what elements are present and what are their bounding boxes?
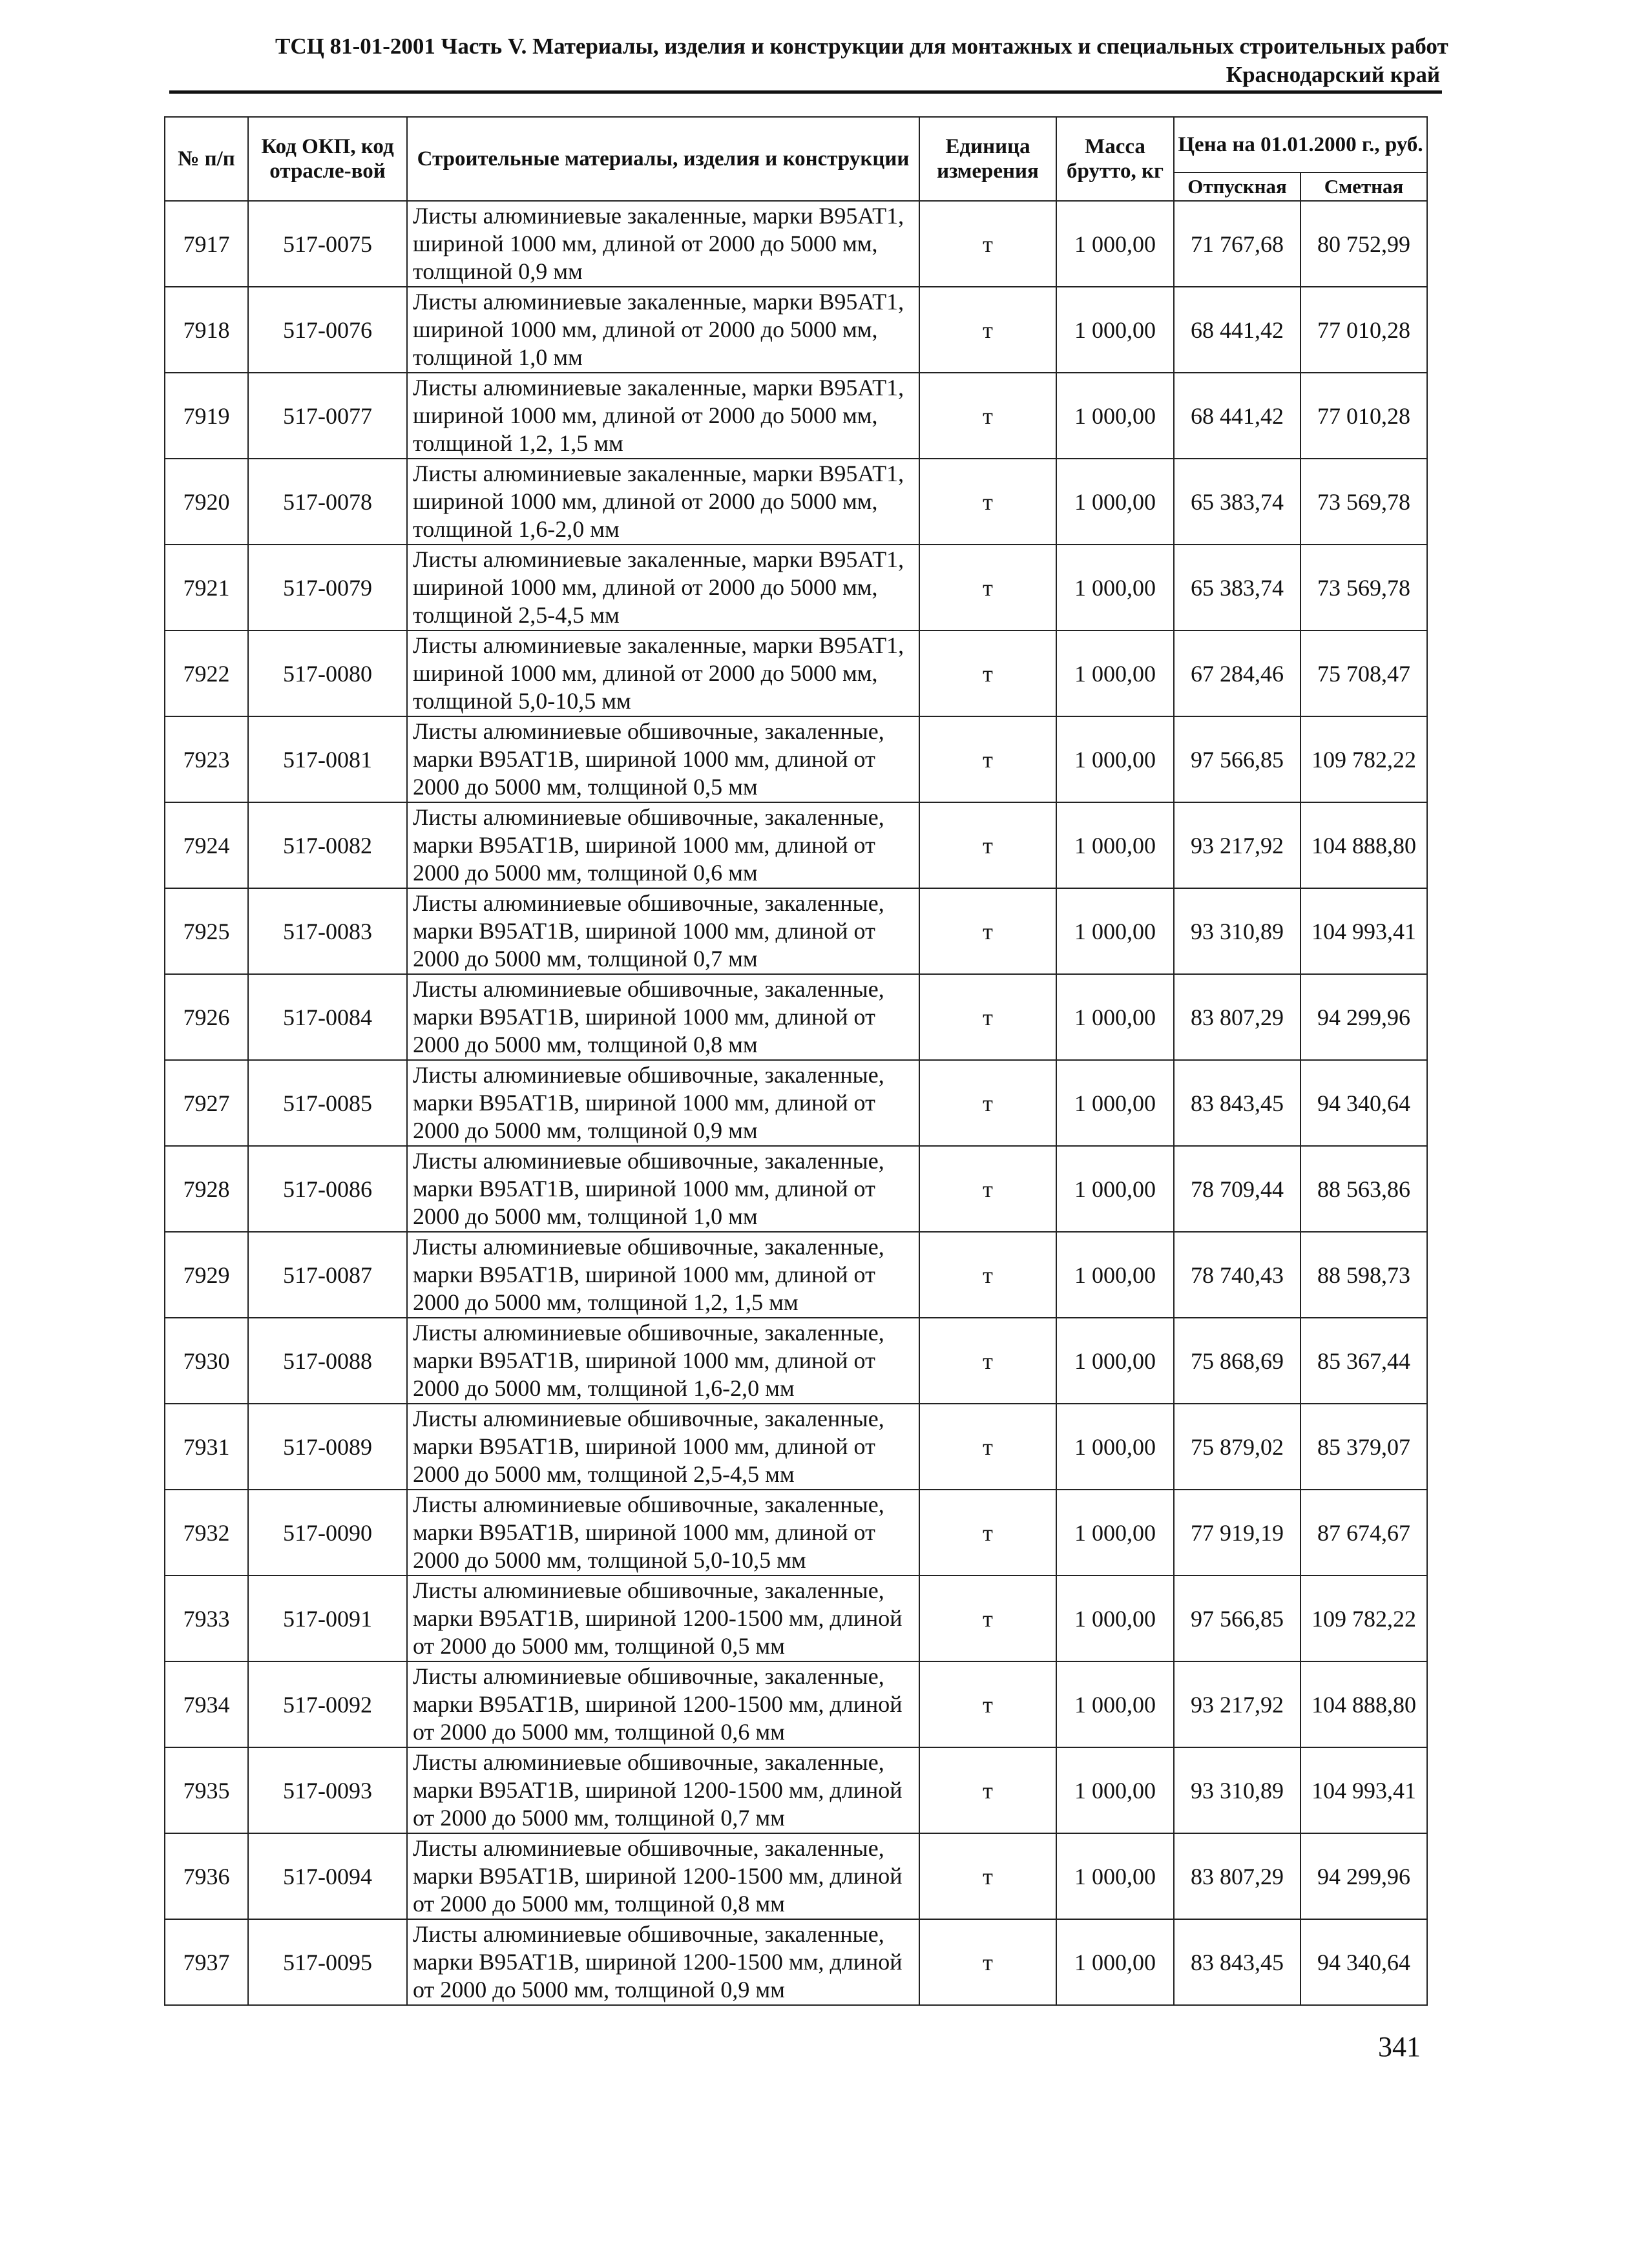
cell-num: 7936	[165, 1833, 248, 1919]
cell-unit: т	[919, 1318, 1056, 1404]
cell-mass: 1 000,00	[1056, 630, 1174, 716]
cell-price-estimate: 109 782,22	[1300, 716, 1427, 802]
table-row	[165, 373, 1427, 459]
cell-num: 7919	[165, 373, 248, 459]
cell-mass: 1 000,00	[1056, 974, 1174, 1060]
cell-num: 7925	[165, 888, 248, 974]
table-row	[165, 1490, 1427, 1576]
table-row	[165, 287, 1427, 373]
cell-mass: 1 000,00	[1056, 1490, 1174, 1576]
cell-code: 517-0086	[248, 1146, 407, 1232]
cell-code: 517-0095	[248, 1919, 407, 2005]
cell-name: Листы алюминиевые обшивочные, закаленные, марки В95АТ1В, шириной 1000 мм, длиной от 2000 до 5000 мм, толщиной 0,5 мм	[407, 716, 919, 802]
cell-price-release: 78 740,43	[1174, 1232, 1300, 1318]
price-table	[164, 116, 1428, 2006]
cell-num: 7924	[165, 802, 248, 888]
cell-mass: 1 000,00	[1056, 1146, 1174, 1232]
cell-mass: 1 000,00	[1056, 287, 1174, 373]
table-row	[165, 630, 1427, 716]
cell-price-estimate: 104 888,80	[1300, 802, 1427, 888]
cell-code: 517-0079	[248, 545, 407, 630]
cell-price-estimate: 94 340,64	[1300, 1060, 1427, 1146]
cell-price-estimate: 104 993,41	[1300, 1747, 1427, 1833]
cell-price-estimate: 94 299,96	[1300, 974, 1427, 1060]
col-header-code: Код ОКП, код отрасле-вой	[248, 117, 407, 201]
cell-price-estimate: 109 782,22	[1300, 1576, 1427, 1661]
table-row	[165, 1060, 1427, 1146]
cell-num: 7928	[165, 1146, 248, 1232]
cell-unit: т	[919, 1747, 1056, 1833]
cell-price-release: 68 441,42	[1174, 287, 1300, 373]
cell-code: 517-0082	[248, 802, 407, 888]
col-header-unit: Единица измерения	[919, 117, 1056, 201]
cell-mass: 1 000,00	[1056, 1232, 1174, 1318]
cell-unit: т	[919, 1232, 1056, 1318]
cell-code: 517-0089	[248, 1404, 407, 1490]
cell-num: 7935	[165, 1747, 248, 1833]
cell-code: 517-0075	[248, 201, 407, 287]
cell-price-release: 93 217,92	[1174, 802, 1300, 888]
col-header-price: Цена на 01.01.2000 г., руб.	[1174, 117, 1427, 172]
table-row	[165, 974, 1427, 1060]
cell-name: Листы алюминиевые закаленные, марки В95АТ1, шириной 1000 мм, длиной от 2000 до 5000 мм, толщиной 1,2, 1,5 мм	[407, 373, 919, 459]
cell-mass: 1 000,00	[1056, 1318, 1174, 1404]
cell-name: Листы алюминиевые закаленные, марки В95АТ1, шириной 1000 мм, длиной от 2000 до 5000 мм, толщиной 0,9 мм	[407, 201, 919, 287]
cell-price-release: 97 566,85	[1174, 1576, 1300, 1661]
cell-num: 7918	[165, 287, 248, 373]
cell-code: 517-0078	[248, 459, 407, 545]
cell-price-estimate: 77 010,28	[1300, 373, 1427, 459]
cell-price-estimate: 94 299,96	[1300, 1833, 1427, 1919]
cell-price-estimate: 73 569,78	[1300, 545, 1427, 630]
cell-code: 517-0077	[248, 373, 407, 459]
cell-num: 7917	[165, 201, 248, 287]
table-row	[165, 1747, 1427, 1833]
table-header-row	[165, 117, 1427, 172]
cell-code: 517-0087	[248, 1232, 407, 1318]
cell-code: 517-0080	[248, 630, 407, 716]
cell-name: Листы алюминиевые закаленные, марки В95АТ1, шириной 1000 мм, длиной от 2000 до 5000 мм, толщиной 1,6-2,0 мм	[407, 459, 919, 545]
cell-num: 7931	[165, 1404, 248, 1490]
table-row	[165, 459, 1427, 545]
col-header-name: Строительные материалы, изделия и конструкции	[407, 117, 919, 201]
col-header-mass: Масса брутто, кг	[1056, 117, 1174, 201]
cell-price-estimate: 75 708,47	[1300, 630, 1427, 716]
cell-code: 517-0090	[248, 1490, 407, 1576]
cell-name: Листы алюминиевые обшивочные, закаленные, марки В95АТ1В, шириной 1000 мм, длиной от 2000 до 5000 мм, толщиной 2,5-4,5 мм	[407, 1404, 919, 1490]
cell-code: 517-0084	[248, 974, 407, 1060]
cell-price-release: 83 843,45	[1174, 1919, 1300, 2005]
cell-unit: т	[919, 1661, 1056, 1747]
cell-price-estimate: 88 563,86	[1300, 1146, 1427, 1232]
header-rule	[169, 90, 1442, 94]
cell-mass: 1 000,00	[1056, 1833, 1174, 1919]
cell-mass: 1 000,00	[1056, 716, 1174, 802]
cell-unit: т	[919, 1919, 1056, 2005]
cell-mass: 1 000,00	[1056, 1060, 1174, 1146]
page-number: 341	[1378, 2031, 1421, 2063]
table-row	[165, 1576, 1427, 1661]
cell-code: 517-0088	[248, 1318, 407, 1404]
cell-price-estimate: 80 752,99	[1300, 201, 1427, 287]
cell-price-estimate: 87 674,67	[1300, 1490, 1427, 1576]
cell-price-release: 83 807,29	[1174, 974, 1300, 1060]
cell-name: Листы алюминиевые обшивочные, закаленные, марки В95АТ1В, шириной 1200-1500 мм, длиной от 2000 до 5000 мм, толщиной 0,8 мм	[407, 1833, 919, 1919]
cell-price-estimate: 104 888,80	[1300, 1661, 1427, 1747]
cell-num: 7930	[165, 1318, 248, 1404]
cell-code: 517-0076	[248, 287, 407, 373]
cell-unit: т	[919, 287, 1056, 373]
cell-price-release: 83 807,29	[1174, 1833, 1300, 1919]
cell-unit: т	[919, 630, 1056, 716]
cell-mass: 1 000,00	[1056, 201, 1174, 287]
cell-mass: 1 000,00	[1056, 1404, 1174, 1490]
cell-name: Листы алюминиевые обшивочные, закаленные, марки В95АТ1В, шириной 1000 мм, длиной от 2000 до 5000 мм, толщиной 0,9 мм	[407, 1060, 919, 1146]
cell-name: Листы алюминиевые обшивочные, закаленные, марки В95АТ1В, шириной 1000 мм, длиной от 2000 до 5000 мм, толщиной 1,0 мм	[407, 1146, 919, 1232]
table-row	[165, 888, 1427, 974]
col-header-price-estimate: Сметная	[1300, 172, 1427, 201]
cell-unit: т	[919, 888, 1056, 974]
cell-price-estimate: 85 379,07	[1300, 1404, 1427, 1490]
cell-code: 517-0093	[248, 1747, 407, 1833]
cell-price-release: 78 709,44	[1174, 1146, 1300, 1232]
cell-price-release: 65 383,74	[1174, 459, 1300, 545]
table-row	[165, 1318, 1427, 1404]
cell-mass: 1 000,00	[1056, 802, 1174, 888]
cell-mass: 1 000,00	[1056, 545, 1174, 630]
cell-unit: т	[919, 545, 1056, 630]
cell-price-release: 93 310,89	[1174, 1747, 1300, 1833]
cell-mass: 1 000,00	[1056, 1919, 1174, 2005]
cell-price-estimate: 94 340,64	[1300, 1919, 1427, 2005]
cell-price-estimate: 104 993,41	[1300, 888, 1427, 974]
cell-price-release: 71 767,68	[1174, 201, 1300, 287]
cell-price-estimate: 77 010,28	[1300, 287, 1427, 373]
table-row	[165, 1146, 1427, 1232]
document-header-title: ТСЦ 81-01-2001 Часть V. Материалы, изделия и конструкции для монтажных и специальных строительных работ	[275, 34, 1448, 59]
table-row	[165, 802, 1427, 888]
cell-price-release: 75 879,02	[1174, 1404, 1300, 1490]
cell-price-release: 77 919,19	[1174, 1490, 1300, 1576]
cell-code: 517-0083	[248, 888, 407, 974]
table-row	[165, 201, 1427, 287]
cell-name: Листы алюминиевые обшивочные, закаленные, марки В95АТ1В, шириной 1200-1500 мм, длиной от 2000 до 5000 мм, толщиной 0,7 мм	[407, 1747, 919, 1833]
cell-name: Листы алюминиевые обшивочные, закаленные, марки В95АТ1В, шириной 1000 мм, длиной от 2000 до 5000 мм, толщиной 5,0-10,5 мм	[407, 1490, 919, 1576]
cell-unit: т	[919, 1833, 1056, 1919]
cell-unit: т	[919, 1490, 1056, 1576]
cell-price-release: 75 868,69	[1174, 1318, 1300, 1404]
cell-mass: 1 000,00	[1056, 1661, 1174, 1747]
cell-mass: 1 000,00	[1056, 888, 1174, 974]
cell-price-estimate: 85 367,44	[1300, 1318, 1427, 1404]
cell-num: 7920	[165, 459, 248, 545]
cell-num: 7937	[165, 1919, 248, 2005]
cell-name: Листы алюминиевые обшивочные, закаленные, марки В95АТ1В, шириной 1200-1500 мм, длиной от 2000 до 5000 мм, толщиной 0,9 мм	[407, 1919, 919, 2005]
cell-code: 517-0091	[248, 1576, 407, 1661]
document-header-region: Краснодарский край	[1226, 62, 1440, 87]
cell-name: Листы алюминиевые закаленные, марки В95АТ1, шириной 1000 мм, длиной от 2000 до 5000 мм, толщиной 1,0 мм	[407, 287, 919, 373]
col-header-num: № п/п	[165, 117, 248, 201]
cell-name: Листы алюминиевые обшивочные, закаленные, марки В95АТ1В, шириной 1000 мм, длиной от 2000 до 5000 мм, толщиной 1,2, 1,5 мм	[407, 1232, 919, 1318]
cell-code: 517-0081	[248, 716, 407, 802]
cell-price-release: 97 566,85	[1174, 716, 1300, 802]
cell-unit: т	[919, 716, 1056, 802]
cell-mass: 1 000,00	[1056, 373, 1174, 459]
cell-name: Листы алюминиевые обшивочные, закаленные, марки В95АТ1В, шириной 1000 мм, длиной от 2000 до 5000 мм, толщиной 1,6-2,0 мм	[407, 1318, 919, 1404]
table-row	[165, 1232, 1427, 1318]
cell-name: Листы алюминиевые обшивочные, закаленные, марки В95АТ1В, шириной 1200-1500 мм, длиной от 2000 до 5000 мм, толщиной 0,5 мм	[407, 1576, 919, 1661]
cell-price-release: 83 843,45	[1174, 1060, 1300, 1146]
table-row	[165, 1404, 1427, 1490]
cell-unit: т	[919, 1576, 1056, 1661]
cell-price-release: 93 217,92	[1174, 1661, 1300, 1747]
cell-num: 7932	[165, 1490, 248, 1576]
cell-unit: т	[919, 201, 1056, 287]
cell-num: 7934	[165, 1661, 248, 1747]
cell-price-release: 65 383,74	[1174, 545, 1300, 630]
cell-price-release: 68 441,42	[1174, 373, 1300, 459]
table-row	[165, 1661, 1427, 1747]
cell-unit: т	[919, 974, 1056, 1060]
cell-price-release: 93 310,89	[1174, 888, 1300, 974]
table-row	[165, 716, 1427, 802]
cell-num: 7929	[165, 1232, 248, 1318]
cell-unit: т	[919, 1060, 1056, 1146]
cell-num: 7933	[165, 1576, 248, 1661]
cell-name: Листы алюминиевые закаленные, марки В95АТ1, шириной 1000 мм, длиной от 2000 до 5000 мм, толщиной 2,5-4,5 мм	[407, 545, 919, 630]
cell-code: 517-0085	[248, 1060, 407, 1146]
cell-mass: 1 000,00	[1056, 1747, 1174, 1833]
cell-name: Листы алюминиевые обшивочные, закаленные, марки В95АТ1В, шириной 1200-1500 мм, длиной от 2000 до 5000 мм, толщиной 0,6 мм	[407, 1661, 919, 1747]
cell-unit: т	[919, 1146, 1056, 1232]
cell-name: Листы алюминиевые обшивочные, закаленные, марки В95АТ1В, шириной 1000 мм, длиной от 2000 до 5000 мм, толщиной 0,6 мм	[407, 802, 919, 888]
cell-mass: 1 000,00	[1056, 459, 1174, 545]
cell-num: 7927	[165, 1060, 248, 1146]
cell-num: 7922	[165, 630, 248, 716]
cell-price-estimate: 73 569,78	[1300, 459, 1427, 545]
table-row	[165, 545, 1427, 630]
cell-unit: т	[919, 373, 1056, 459]
table-body	[165, 201, 1427, 2005]
cell-code: 517-0092	[248, 1661, 407, 1747]
cell-price-release: 67 284,46	[1174, 630, 1300, 716]
cell-mass: 1 000,00	[1056, 1576, 1174, 1661]
table-row	[165, 1833, 1427, 1919]
cell-name: Листы алюминиевые обшивочные, закаленные, марки В95АТ1В, шириной 1000 мм, длиной от 2000 до 5000 мм, толщиной 0,8 мм	[407, 974, 919, 1060]
cell-unit: т	[919, 459, 1056, 545]
cell-num: 7923	[165, 716, 248, 802]
cell-num: 7926	[165, 974, 248, 1060]
col-header-price-release: Отпускная	[1174, 172, 1300, 201]
table-row	[165, 1919, 1427, 2005]
cell-unit: т	[919, 802, 1056, 888]
cell-unit: т	[919, 1404, 1056, 1490]
cell-name: Листы алюминиевые закаленные, марки В95АТ1, шириной 1000 мм, длиной от 2000 до 5000 мм, толщиной 5,0-10,5 мм	[407, 630, 919, 716]
cell-code: 517-0094	[248, 1833, 407, 1919]
cell-num: 7921	[165, 545, 248, 630]
cell-name: Листы алюминиевые обшивочные, закаленные, марки В95АТ1В, шириной 1000 мм, длиной от 2000 до 5000 мм, толщиной 0,7 мм	[407, 888, 919, 974]
cell-price-estimate: 88 598,73	[1300, 1232, 1427, 1318]
